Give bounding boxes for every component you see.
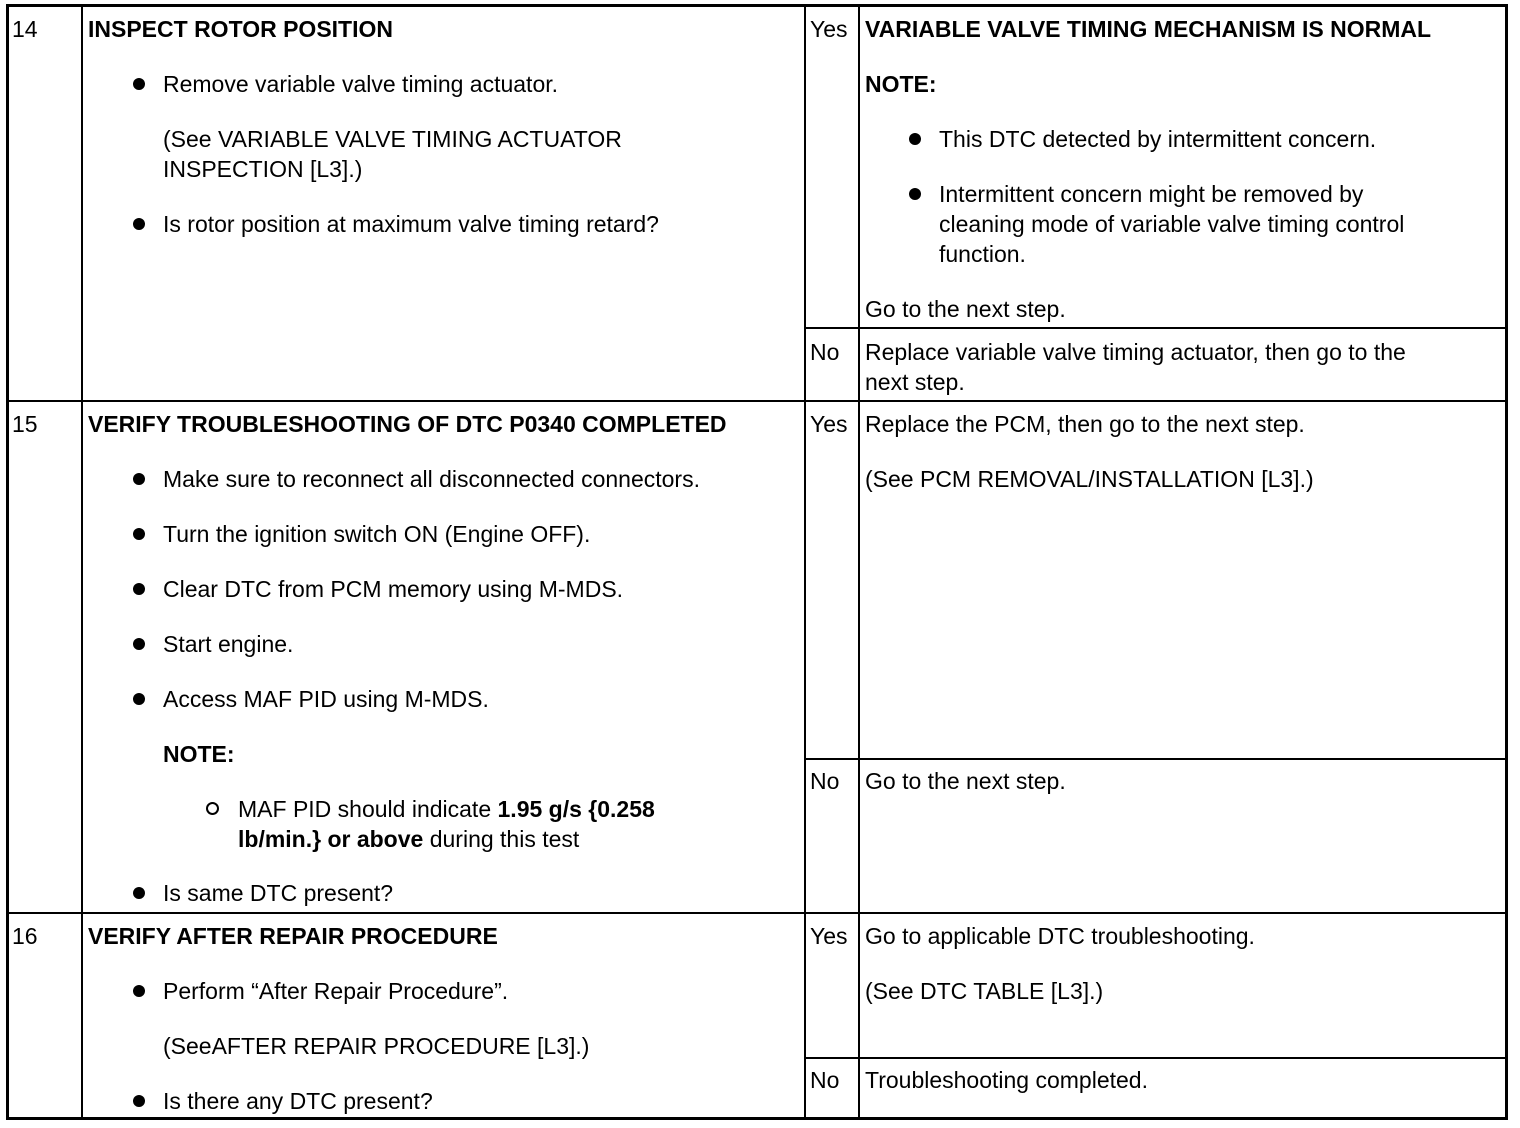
note-item: cleaning mode of variable valve timing control: [939, 211, 1405, 237]
action-question: Is rotor position at maximum valve timing retard?: [163, 211, 659, 237]
no-label: No: [810, 339, 840, 365]
yes-label: Yes: [810, 923, 848, 949]
yes-label: Yes: [810, 411, 848, 437]
yes-no-divider-14: [804, 327, 1508, 329]
column-divider-step: [81, 4, 83, 1120]
note-item: Intermittent concern might be removed by: [939, 181, 1364, 207]
action-reference: INSPECTION [L3].): [163, 156, 363, 182]
bullet-icon: [909, 188, 921, 200]
bullet-icon: [133, 638, 145, 650]
note-text: MAF PID should indicate: [238, 796, 498, 822]
result-text: Go to the next step.: [865, 768, 1066, 794]
result-reference: (See DTC TABLE [L3].): [865, 978, 1104, 1004]
action-item: Remove variable valve timing actuator.: [163, 71, 559, 97]
action-reference: (See VARIABLE VALVE TIMING ACTUATOR: [163, 126, 622, 152]
result-heading: VARIABLE VALVE TIMING MECHANISM IS NORMAL: [865, 16, 1432, 42]
bullet-icon: [133, 887, 145, 899]
yes-label: Yes: [810, 16, 848, 42]
step-number: 14: [12, 16, 38, 42]
note-value: 1.95 g/s {0.258: [497, 796, 655, 822]
no-label: No: [810, 768, 840, 794]
step-title: VERIFY AFTER REPAIR PROCEDURE: [88, 923, 498, 949]
yes-no-divider-15: [804, 758, 1508, 760]
action-question: Is same DTC present?: [163, 880, 394, 906]
note-item: [238, 794, 655, 824]
no-label: No: [810, 1067, 840, 1093]
result-text: Go to the next step.: [865, 296, 1066, 322]
note-item: This DTC detected by intermittent concern.: [939, 126, 1377, 152]
action-item: Access MAF PID using M-MDS.: [163, 686, 489, 712]
column-divider-result: [858, 4, 860, 1120]
note-item: [238, 824, 579, 854]
action-item: Start engine.: [163, 631, 294, 657]
row-divider-14-15: [6, 400, 1508, 402]
result-reference: (See PCM REMOVAL/INSTALLATION [L3].): [865, 466, 1314, 492]
result-text: Replace the PCM, then go to the next step.: [865, 411, 1305, 437]
bullet-icon: [133, 583, 145, 595]
result-text: Go to applicable DTC troubleshooting.: [865, 923, 1255, 949]
note-label: NOTE:: [163, 741, 235, 767]
bullet-icon: [133, 528, 145, 540]
result-text: Replace variable valve timing actuator, then go to the: [865, 339, 1406, 365]
bullet-icon: [133, 218, 145, 230]
note-item: function.: [939, 241, 1026, 267]
step-number: 15: [12, 411, 38, 437]
note-value: lb/min.} or above: [238, 826, 424, 852]
bullet-icon: [133, 693, 145, 705]
action-reference: (SeeAFTER REPAIR PROCEDURE [L3].): [163, 1033, 590, 1059]
note-text: during this test: [423, 826, 580, 852]
yes-no-divider-16: [804, 1057, 1508, 1059]
action-question: Is there any DTC present?: [163, 1088, 433, 1114]
circle-bullet-icon: [206, 802, 219, 815]
result-text: Troubleshooting completed.: [865, 1067, 1148, 1093]
step-number: 16: [12, 923, 38, 949]
note-label: NOTE:: [865, 71, 937, 97]
action-item: Clear DTC from PCM memory using M-MDS.: [163, 576, 624, 602]
bullet-icon: [133, 985, 145, 997]
action-item: Perform “After Repair Procedure”.: [163, 978, 509, 1004]
bullet-icon: [133, 1095, 145, 1107]
step-title: VERIFY TROUBLESHOOTING OF DTC P0340 COMPLETED: [88, 411, 727, 437]
step-title: INSPECT ROTOR POSITION: [88, 16, 393, 42]
bullet-icon: [909, 133, 921, 145]
result-text: next step.: [865, 369, 965, 395]
row-divider-15-16: [6, 912, 1508, 914]
action-item: Turn the ignition switch ON (Engine OFF).: [163, 521, 591, 547]
bullet-icon: [133, 78, 145, 90]
action-item: Make sure to reconnect all disconnected connectors.: [163, 466, 700, 492]
column-divider-action: [804, 4, 806, 1120]
bullet-icon: [133, 473, 145, 485]
